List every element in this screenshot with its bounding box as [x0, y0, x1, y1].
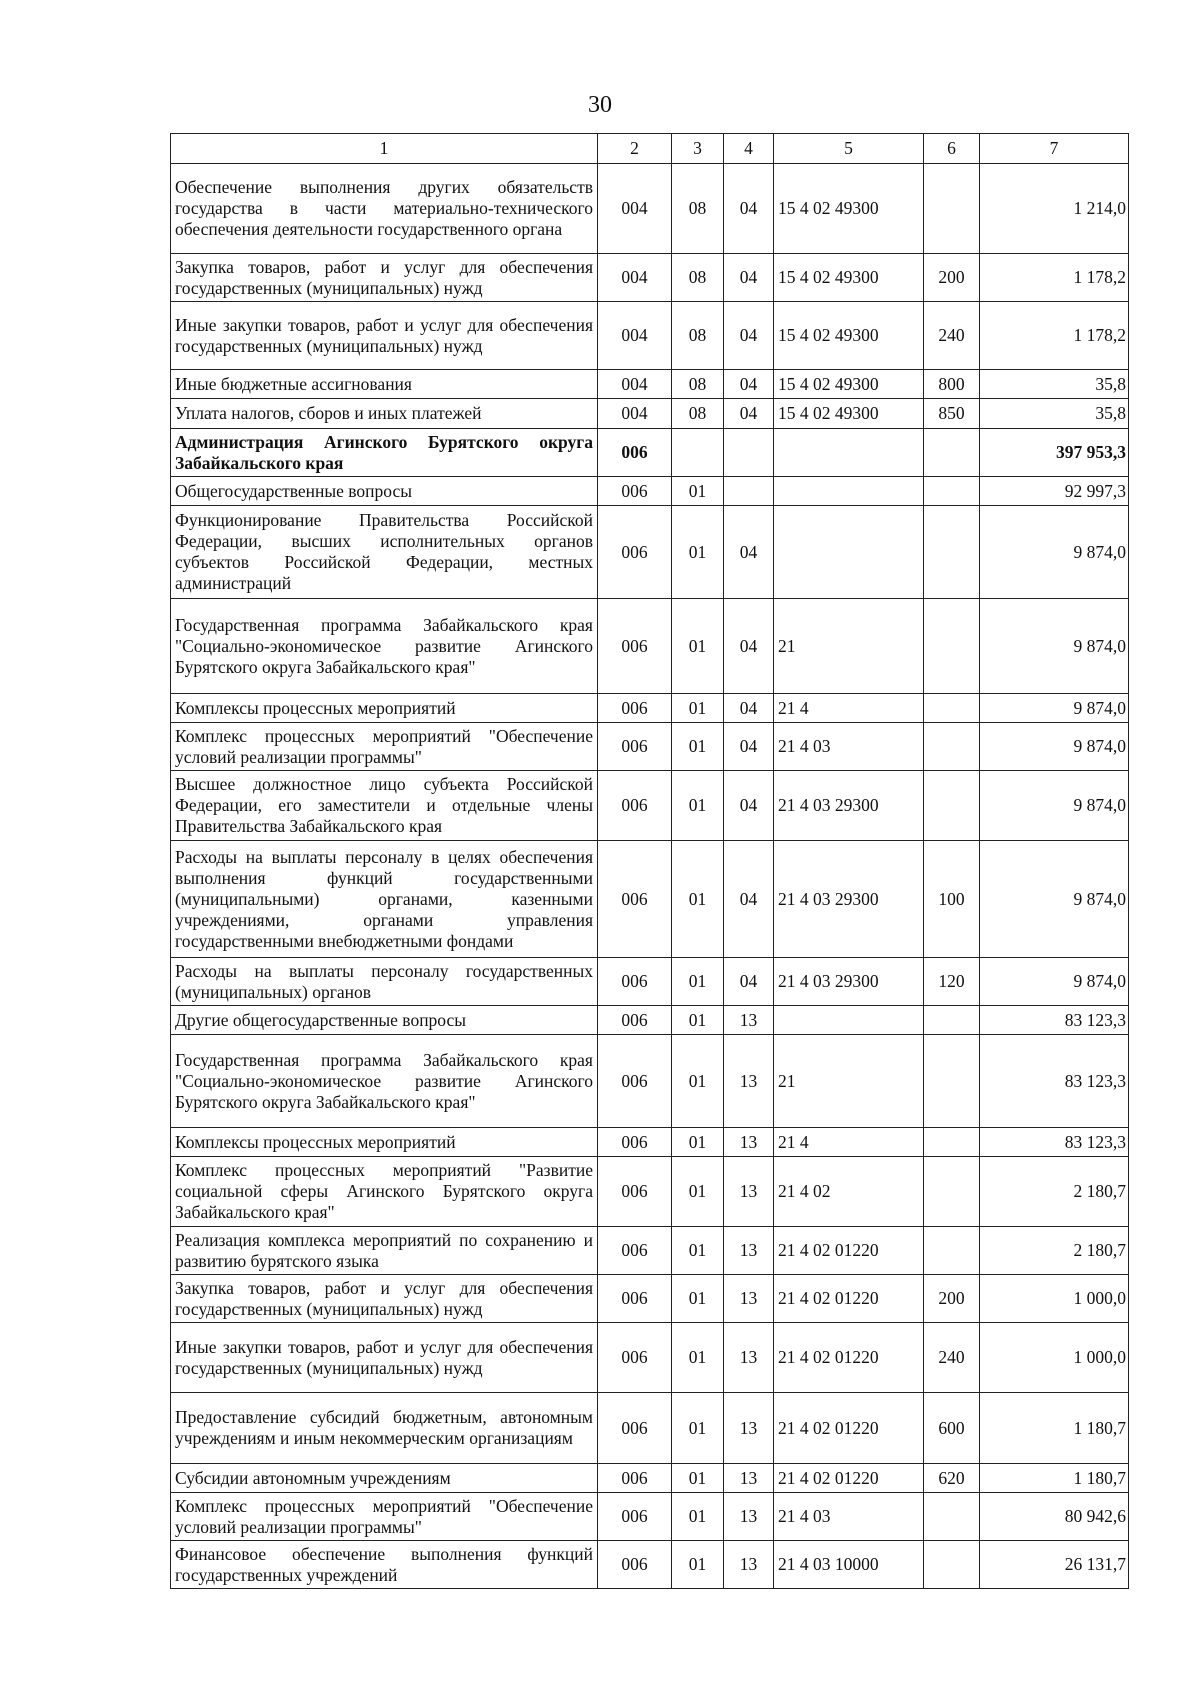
row-col2-cell: 006 [598, 1006, 672, 1035]
row-col6-cell: 240 [924, 1323, 980, 1393]
row-col5-cell: 15 4 02 49300 [774, 254, 924, 302]
row-col4-cell: 04 [724, 694, 774, 723]
row-col6-cell [924, 1157, 980, 1227]
row-col5-cell: 21 4 02 01220 [774, 1275, 924, 1323]
row-col7-cell: 9 874,0 [980, 958, 1129, 1006]
table-row [171, 599, 1129, 694]
table-row [171, 694, 1129, 723]
row-col2-cell: 006 [598, 694, 672, 723]
row-col2-cell: 006 [598, 1035, 672, 1128]
row-col6-cell [924, 723, 980, 771]
row-col5-cell: 21 4 02 01220 [774, 1464, 924, 1493]
row-col5-cell: 21 4 03 10000 [774, 1541, 924, 1589]
row-col3-cell: 01 [672, 723, 724, 771]
header-cell: 7 [980, 134, 1129, 164]
row-col5-cell [774, 429, 924, 477]
row-col2-cell: 006 [598, 1128, 672, 1157]
table-row [171, 1541, 1129, 1589]
table-row [171, 771, 1129, 841]
row-col4-cell: 04 [724, 958, 774, 1006]
row-col5-cell: 21 4 03 29300 [774, 958, 924, 1006]
row-name-cell: Закупка товаров, работ и услуг для обеспечения государственных (муниципальных) нужд [171, 254, 598, 302]
table-row [171, 254, 1129, 302]
row-col5-cell [774, 506, 924, 599]
table-row [171, 302, 1129, 370]
row-col2-cell: 006 [598, 723, 672, 771]
row-col7-cell: 92 997,3 [980, 477, 1129, 506]
row-col7-cell: 9 874,0 [980, 841, 1129, 958]
row-col5-cell: 21 [774, 599, 924, 694]
row-col4-cell: 13 [724, 1157, 774, 1227]
row-col7-cell: 83 123,3 [980, 1006, 1129, 1035]
row-col7-cell: 1 178,2 [980, 254, 1129, 302]
row-name-cell: Иные закупки товаров, работ и услуг для обеспечения государственных (муниципальных) нужд [171, 302, 598, 370]
row-col3-cell: 01 [672, 1035, 724, 1128]
row-col7-cell: 1 214,0 [980, 164, 1129, 254]
table-row [171, 1464, 1129, 1493]
row-col3-cell [672, 429, 724, 477]
table-row [171, 1006, 1129, 1035]
row-col5-cell [774, 477, 924, 506]
table-row [171, 1323, 1129, 1393]
row-col3-cell: 01 [672, 1275, 724, 1323]
row-col2-cell: 006 [598, 958, 672, 1006]
row-col3-cell: 01 [672, 841, 724, 958]
row-col6-cell: 200 [924, 1275, 980, 1323]
row-col2-cell: 006 [598, 477, 672, 506]
row-name-cell: Реализация комплекса мероприятий по сохранению и развитию бурятского языка [171, 1227, 598, 1275]
header-cell: 5 [774, 134, 924, 164]
row-col4-cell: 04 [724, 302, 774, 370]
budget-table [170, 133, 1129, 1589]
row-name-cell: Комплекс процессных мероприятий "Обеспечение условий реализации программы" [171, 1493, 598, 1541]
row-col5-cell: 21 4 02 [774, 1157, 924, 1227]
row-col3-cell: 01 [672, 1157, 724, 1227]
row-col2-cell: 006 [598, 429, 672, 477]
row-col7-cell: 2 180,7 [980, 1227, 1129, 1275]
row-col7-cell: 1 000,0 [980, 1275, 1129, 1323]
row-name-cell: Высшее должностное лицо субъекта Российской Федерации, его заместители и отдельные члены Правительства Забайкальского края [171, 771, 598, 841]
row-name-cell: Финансовое обеспечение выполнения функций государственных учреждений [171, 1541, 598, 1589]
row-col5-cell: 21 4 02 01220 [774, 1227, 924, 1275]
row-col7-cell: 35,8 [980, 399, 1129, 429]
row-col4-cell: 13 [724, 1128, 774, 1157]
table-row [171, 1393, 1129, 1464]
row-col6-cell: 120 [924, 958, 980, 1006]
row-col5-cell: 21 4 02 01220 [774, 1323, 924, 1393]
row-col3-cell: 01 [672, 477, 724, 506]
row-col6-cell [924, 1227, 980, 1275]
row-col4-cell: 13 [724, 1227, 774, 1275]
page-number: 30 [588, 92, 612, 118]
row-col3-cell: 01 [672, 1393, 724, 1464]
row-col4-cell [724, 429, 774, 477]
row-col2-cell: 006 [598, 1464, 672, 1493]
row-col4-cell: 04 [724, 254, 774, 302]
row-col5-cell: 21 4 03 29300 [774, 841, 924, 958]
table-row [171, 1493, 1129, 1541]
row-col2-cell: 004 [598, 164, 672, 254]
row-col7-cell: 26 131,7 [980, 1541, 1129, 1589]
row-name-cell: Комплекс процессных мероприятий "Развитие социальной сферы Агинского Бурятского округа Забайкальского края" [171, 1157, 598, 1227]
row-name-cell: Государственная программа Забайкальского края "Социально-экономическое развитие Агинского Бурятского округа Забайкальского края" [171, 1035, 598, 1128]
row-col4-cell: 04 [724, 841, 774, 958]
row-name-cell: Комплекс процессных мероприятий "Обеспечение условий реализации программы" [171, 723, 598, 771]
row-col6-cell: 850 [924, 399, 980, 429]
row-col2-cell: 006 [598, 1323, 672, 1393]
row-col2-cell: 006 [598, 1541, 672, 1589]
row-col2-cell: 006 [598, 1393, 672, 1464]
header-cell: 1 [171, 134, 598, 164]
row-col2-cell: 006 [598, 1493, 672, 1541]
row-col6-cell [924, 771, 980, 841]
row-col6-cell [924, 477, 980, 506]
row-col3-cell: 01 [672, 506, 724, 599]
row-col7-cell: 397 953,3 [980, 429, 1129, 477]
row-col4-cell: 04 [724, 506, 774, 599]
row-col3-cell: 08 [672, 164, 724, 254]
row-col7-cell: 35,8 [980, 370, 1129, 399]
row-col6-cell [924, 1493, 980, 1541]
row-col4-cell: 13 [724, 1323, 774, 1393]
row-col2-cell: 004 [598, 399, 672, 429]
row-col6-cell: 800 [924, 370, 980, 399]
row-col5-cell: 15 4 02 49300 [774, 302, 924, 370]
row-col5-cell: 21 4 [774, 694, 924, 723]
row-col7-cell: 1 180,7 [980, 1393, 1129, 1464]
row-col7-cell: 80 942,6 [980, 1493, 1129, 1541]
row-col4-cell: 13 [724, 1006, 774, 1035]
row-name-cell: Расходы на выплаты персоналу в целях обеспечения выполнения функций государственными (муниципальными) органами, казенными учреждениями, органами управления государственными внебюджетными фондами [171, 841, 598, 958]
row-name-cell: Иные закупки товаров, работ и услуг для обеспечения государственных (муниципальных) нужд [171, 1323, 598, 1393]
row-col4-cell: 13 [724, 1393, 774, 1464]
row-col5-cell: 15 4 02 49300 [774, 370, 924, 399]
row-col4-cell [724, 477, 774, 506]
row-col2-cell: 006 [598, 599, 672, 694]
row-col6-cell: 240 [924, 302, 980, 370]
row-name-cell: Государственная программа Забайкальского края "Социально-экономическое развитие Агинского Бурятского округа Забайкальского края" [171, 599, 598, 694]
row-col4-cell: 13 [724, 1493, 774, 1541]
row-col4-cell: 04 [724, 399, 774, 429]
row-name-cell: Обеспечение выполнения других обязательств государства в части материально-технического обеспечения деятельности государственного органа [171, 164, 598, 254]
row-col2-cell: 006 [598, 1275, 672, 1323]
row-col2-cell: 004 [598, 254, 672, 302]
header-cell: 6 [924, 134, 980, 164]
table-row [171, 723, 1129, 771]
table-row [171, 429, 1129, 477]
row-col6-cell [924, 1035, 980, 1128]
row-col6-cell [924, 599, 980, 694]
row-name-cell: Функционирование Правительства Российской Федерации, высших исполнительных органов субъектов Российской Федерации, местных администраций [171, 506, 598, 599]
row-col2-cell: 006 [598, 1227, 672, 1275]
row-col7-cell: 9 874,0 [980, 694, 1129, 723]
table-row [171, 958, 1129, 1006]
row-col2-cell: 004 [598, 370, 672, 399]
row-col6-cell: 620 [924, 1464, 980, 1493]
row-col4-cell: 04 [724, 164, 774, 254]
table-row [171, 506, 1129, 599]
header-cell: 3 [672, 134, 724, 164]
row-col2-cell: 004 [598, 302, 672, 370]
row-col6-cell [924, 429, 980, 477]
row-col3-cell: 01 [672, 1541, 724, 1589]
row-name-cell: Иные бюджетные ассигнования [171, 370, 598, 399]
table-body [171, 164, 1129, 1589]
row-col3-cell: 08 [672, 399, 724, 429]
table-row [171, 1227, 1129, 1275]
row-col6-cell [924, 1006, 980, 1035]
row-col7-cell: 9 874,0 [980, 723, 1129, 771]
row-name-cell: Уплата налогов, сборов и иных платежей [171, 399, 598, 429]
row-col7-cell: 1 180,7 [980, 1464, 1129, 1493]
row-col7-cell: 83 123,3 [980, 1035, 1129, 1128]
row-col6-cell [924, 1128, 980, 1157]
row-col5-cell: 21 4 03 29300 [774, 771, 924, 841]
row-col7-cell: 83 123,3 [980, 1128, 1129, 1157]
row-col7-cell: 9 874,0 [980, 599, 1129, 694]
row-col6-cell [924, 164, 980, 254]
row-col3-cell: 01 [672, 771, 724, 841]
row-col7-cell: 9 874,0 [980, 771, 1129, 841]
row-name-cell: Расходы на выплаты персоналу государственных (муниципальных) органов [171, 958, 598, 1006]
row-col3-cell: 01 [672, 1323, 724, 1393]
row-name-cell: Предоставление субсидий бюджетным, автономным учреждениям и иным некоммерческим организациям [171, 1393, 598, 1464]
row-name-cell: Другие общегосударственные вопросы [171, 1006, 598, 1035]
row-col5-cell: 21 4 02 01220 [774, 1393, 924, 1464]
row-col2-cell: 006 [598, 1157, 672, 1227]
row-col3-cell: 01 [672, 1227, 724, 1275]
row-col5-cell [774, 1006, 924, 1035]
row-col5-cell: 15 4 02 49300 [774, 399, 924, 429]
row-col5-cell: 21 4 [774, 1128, 924, 1157]
row-col4-cell: 13 [724, 1275, 774, 1323]
row-col6-cell: 100 [924, 841, 980, 958]
row-col7-cell: 2 180,7 [980, 1157, 1129, 1227]
row-col3-cell: 08 [672, 254, 724, 302]
row-col2-cell: 006 [598, 506, 672, 599]
table-row [171, 1035, 1129, 1128]
row-col5-cell: 21 4 03 [774, 1493, 924, 1541]
row-col2-cell: 006 [598, 771, 672, 841]
row-col4-cell: 13 [724, 1464, 774, 1493]
table-row [171, 370, 1129, 399]
row-col7-cell: 1 000,0 [980, 1323, 1129, 1393]
row-col7-cell: 9 874,0 [980, 506, 1129, 599]
row-col3-cell: 01 [672, 958, 724, 1006]
header-cell: 2 [598, 134, 672, 164]
table-row [171, 164, 1129, 254]
row-col6-cell [924, 1541, 980, 1589]
row-col5-cell: 15 4 02 49300 [774, 164, 924, 254]
row-col6-cell: 200 [924, 254, 980, 302]
row-col6-cell [924, 506, 980, 599]
row-col3-cell: 01 [672, 1128, 724, 1157]
row-col5-cell: 21 4 03 [774, 723, 924, 771]
table-row [171, 841, 1129, 958]
row-name-cell: Комплексы процессных мероприятий [171, 694, 598, 723]
row-col3-cell: 01 [672, 1493, 724, 1541]
row-col4-cell: 04 [724, 771, 774, 841]
row-col7-cell: 1 178,2 [980, 302, 1129, 370]
row-col3-cell: 01 [672, 1464, 724, 1493]
row-name-cell: Закупка товаров, работ и услуг для обеспечения государственных (муниципальных) нужд [171, 1275, 598, 1323]
row-col4-cell: 04 [724, 723, 774, 771]
row-col3-cell: 08 [672, 370, 724, 399]
table-row [171, 1128, 1129, 1157]
header-row [171, 134, 1129, 164]
row-col6-cell: 600 [924, 1393, 980, 1464]
table-row [171, 399, 1129, 429]
row-col4-cell: 04 [724, 599, 774, 694]
row-name-cell: Комплексы процессных мероприятий [171, 1128, 598, 1157]
table-row [171, 477, 1129, 506]
row-col4-cell: 04 [724, 370, 774, 399]
header-cell: 4 [724, 134, 774, 164]
row-col3-cell: 08 [672, 302, 724, 370]
row-col2-cell: 006 [598, 841, 672, 958]
row-col5-cell: 21 [774, 1035, 924, 1128]
row-col3-cell: 01 [672, 1006, 724, 1035]
row-name-cell: Администрация Агинского Бурятского округа Забайкальского края [171, 429, 598, 477]
row-name-cell: Общегосударственные вопросы [171, 477, 598, 506]
table-row [171, 1275, 1129, 1323]
row-col4-cell: 13 [724, 1035, 774, 1128]
row-col4-cell: 13 [724, 1541, 774, 1589]
row-col3-cell: 01 [672, 599, 724, 694]
table-row [171, 1157, 1129, 1227]
row-name-cell: Субсидии автономным учреждениям [171, 1464, 598, 1493]
row-col6-cell [924, 694, 980, 723]
row-col3-cell: 01 [672, 694, 724, 723]
